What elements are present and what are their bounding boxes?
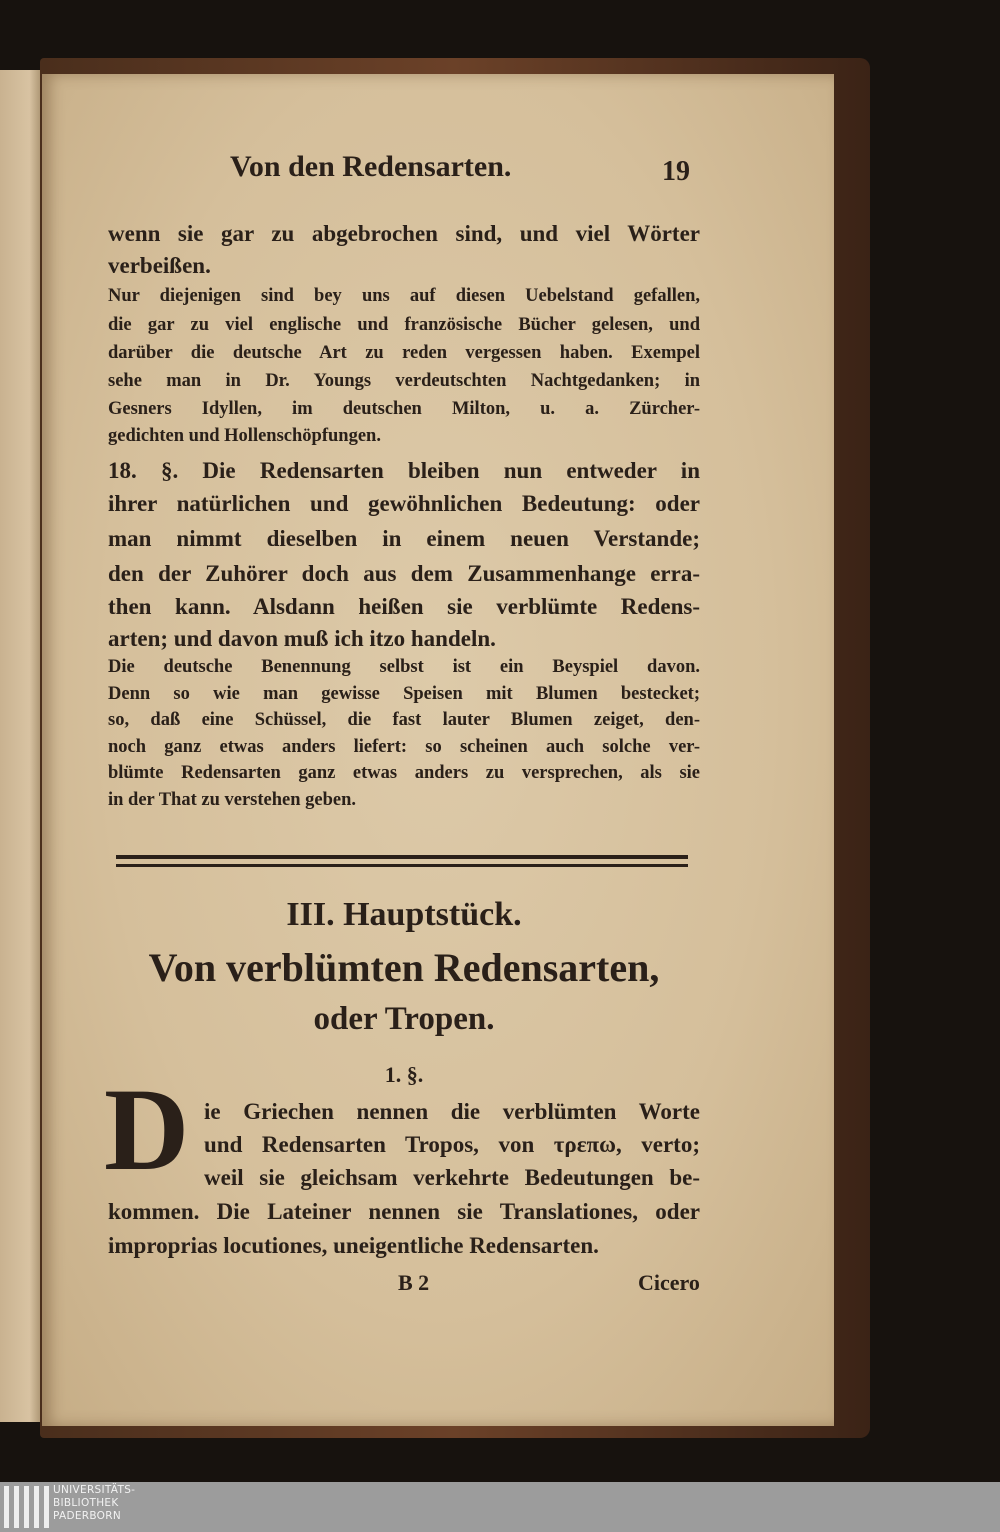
text-line: kommen. Die Lateiner nennen sie Translationes, oder <box>108 1199 700 1224</box>
text-line: sehe man in Dr. Youngs verdeutschten Nachtgedanken; in <box>108 371 700 391</box>
facing-page-edge <box>0 70 42 1422</box>
library-footer-bar <box>0 1482 1000 1532</box>
text-line: darüber die deutsche Art zu reden vergessen haben. Exempel <box>108 343 700 363</box>
library-logo-icon <box>4 1486 49 1528</box>
text-line: weil sie gleichsam verkehrte Bedeutungen be- <box>204 1165 700 1190</box>
text-line: in der That zu verstehen geben. <box>108 790 357 810</box>
signature-mark: B 2 <box>398 1270 430 1295</box>
text-line: improprias locutiones, uneigentliche Redensarten. <box>108 1233 599 1258</box>
text-line: Gesners Idyllen, im deutschen Milton, u. a. Zürcher- <box>108 399 700 419</box>
library-name-line: BIBLIOTHEK <box>53 1497 119 1509</box>
text-line: 18. §. Die Redensarten bleiben nun entweder in <box>108 458 700 483</box>
text-line: verbeißen. <box>108 253 211 278</box>
text-line: gedichten und Hollenschöpfungen. <box>108 426 381 446</box>
library-name <box>53 1484 135 1523</box>
text-line: und Redensarten Tropos, von τρεπω, verto; <box>204 1132 700 1157</box>
chapter-number: III. Hauptstück. <box>286 896 522 933</box>
text-line: blümte Redensarten ganz etwas anders zu versprechen, als sie <box>108 763 700 783</box>
text-line: Denn so wie man gewisse Speisen mit Blumen bestecket; <box>108 684 700 704</box>
running-title: Von den Redensarten. <box>230 150 512 183</box>
catchword: Cicero <box>638 1270 700 1295</box>
chapter-title: Von verblümten Redensarten, <box>148 945 660 990</box>
page-number: 19 <box>662 156 690 187</box>
text-line: noch ganz etwas anders liefert: so scheinen auch solche ver- <box>108 737 700 757</box>
text-line: ihrer natürlichen und gewöhnlichen Bedeutung: oder <box>108 491 700 516</box>
text-line: ie Griechen nennen die verblümten Worte <box>204 1099 700 1124</box>
text-line: then kann. Alsdann heißen sie verblümte Redens- <box>108 594 700 619</box>
text-line: wenn sie gar zu abgebrochen sind, und viel Wörter <box>108 221 700 246</box>
text-line: den der Zuhörer doch aus dem Zusammenhange erra- <box>108 561 700 586</box>
text-line: man nimmt dieselben in einem neuen Verstande; <box>108 526 700 551</box>
text-line: arten; und davon muß ich itzo handeln. <box>108 626 496 651</box>
chapter-subtitle: oder Tropen. <box>313 1001 495 1037</box>
library-name-line: PADERBORN <box>53 1510 121 1522</box>
text-line: die gar zu viel englische und französische Bücher gelesen, und <box>108 315 700 335</box>
text-line: Nur diejenigen sind bey uns auf diesen Uebelstand gefallen, <box>108 286 700 306</box>
text-line: Die deutsche Benennung selbst ist ein Beyspiel davon. <box>108 657 700 677</box>
section-divider-rule <box>116 855 688 867</box>
library-name-line: UNIVERSITÄTS- <box>53 1484 136 1496</box>
drop-cap: D <box>104 1064 190 1195</box>
section-mark: 1. §. <box>384 1062 424 1087</box>
text-line: so, daß eine Schüssel, die fast lauter Blumen zeiget, den- <box>108 710 700 730</box>
